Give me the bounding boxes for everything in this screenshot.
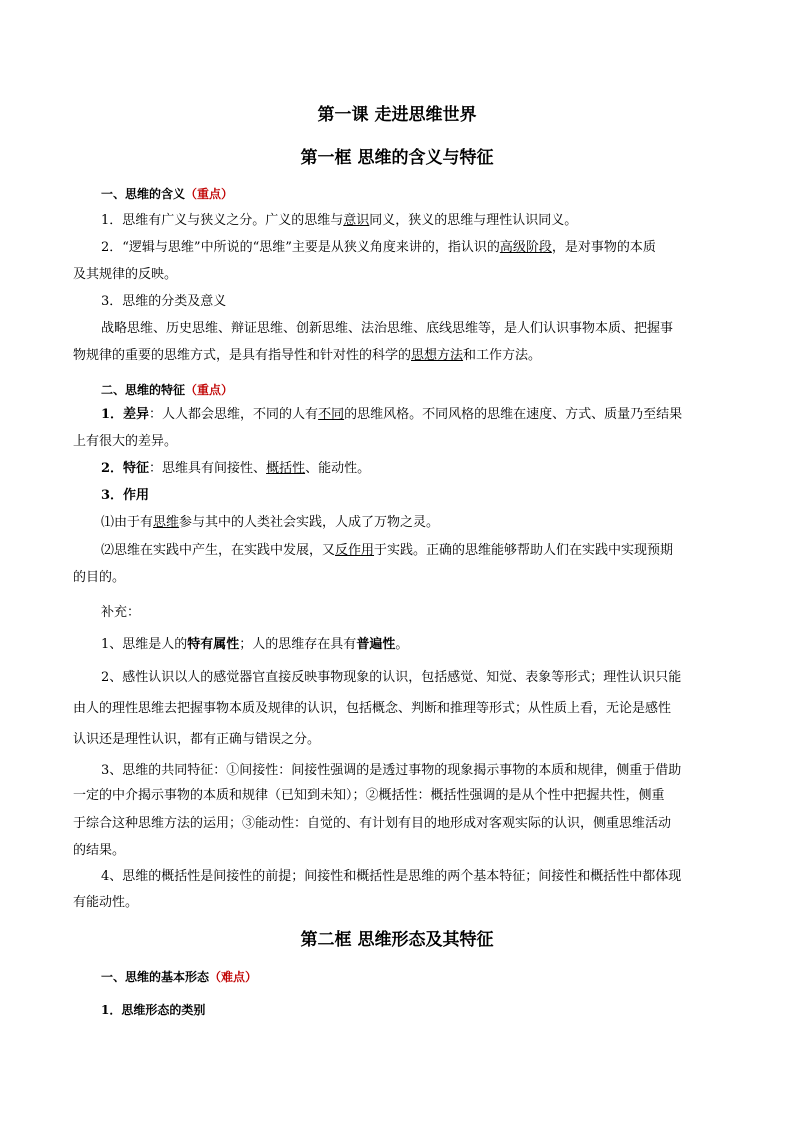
s1-p4-text-c: 和工作方法。: [463, 348, 542, 363]
s1-p4-underlined: 思想方法: [411, 348, 464, 363]
s2-features: [101, 460, 370, 478]
s2-difference-text-b: 的思维风格。不同风格的思维在速度、方式、质量乃至结果: [344, 407, 683, 422]
s1-paragraph-3: 3．思维的分类及意义: [101, 294, 227, 309]
s1-paragraph-4-line2: [73, 347, 541, 365]
s1-paragraph-4: 战略思维、历史思维、辩证思维、创新思维、法治思维、底线思维等，是人们认识事物本质、把握事: [101, 321, 674, 336]
s2-role-2-continued: 的目的。: [73, 570, 126, 585]
s2-features-underlined: 概括性: [266, 461, 306, 476]
s1-p1-text-b: 同义，狭义的思维与理性认识同义。: [369, 213, 578, 228]
s2-features-text-b: 、能动性。: [305, 461, 371, 476]
frame2-title: 第二框 思维形态及其特征: [300, 930, 494, 950]
s2-difference-underlined: 不同: [318, 407, 345, 422]
section3-heading-text: 一、思维的基本形态: [101, 970, 210, 984]
section3-tag: （难点）: [209, 970, 258, 984]
s1-p4-text-b: 物规律的重要的思维方式，是具有指导性和针对性的科学的: [73, 348, 412, 363]
supp-n1-e: 。: [395, 637, 409, 652]
supplement-note-2-line3: 认识还是理性认识，都有正确与错误之分。: [73, 732, 321, 747]
supplement-note-2-line2: 由人的理性思维去把握事物本质及规律的认识，包括概念、判断和推理等形式；从性质上看，无论是感性: [73, 701, 672, 716]
s2-role2-underlined: 反作用: [335, 543, 375, 558]
s2-role2-text-b: 于实践。正确的思维能够帮助人们在实践中实现预期: [374, 543, 674, 558]
section2-heading: [101, 381, 233, 399]
s1-p2-underlined: 高级阶段: [499, 240, 552, 255]
s2-difference-continued: 上有很大的差异。: [73, 434, 178, 449]
supp-n1-c: ；人的思维存在具有: [239, 637, 357, 652]
frame1-title: 第一框 思维的含义与特征: [300, 148, 494, 168]
s2-difference: [101, 406, 682, 424]
supplement-note-3-line2: 一定的中介揭示事物的本质和规律（已知到未知）；②概括性：概括性强调的是从个性中把握共性，侧重: [73, 788, 665, 803]
supplement-note-4-line1: 4、思维的概括性是间接性的前提；间接性和概括性是思维的两个基本特征；间接性和概括性中都体现: [101, 869, 682, 884]
s1-p2-continued: 及其规律的反映。: [73, 267, 178, 282]
section1-tag: （重点）: [185, 187, 234, 201]
section2-heading-text: 二、思维的特征: [101, 383, 186, 397]
supp-n1-bold2: 普遍性: [356, 637, 396, 652]
supplement-note-3-line1: 3、思维的共同特征：①间接性：间接性强调的是透过事物的现象揭示事物的本质和规律，侧重于借助: [101, 763, 682, 778]
supp-n1-bold1: 特有属性: [187, 637, 240, 652]
s2-role1-text-a: ⑴由于有: [101, 515, 154, 530]
supplement-note-4-line2: 有能动性。: [73, 895, 139, 910]
lesson-title: 第一课 走进思维世界: [317, 105, 477, 125]
s2-difference-text-a: ：人人都会思维，不同的人有: [149, 407, 319, 422]
s2-features-label: 2．特征: [101, 461, 150, 476]
section2-tag: （重点）: [185, 383, 234, 397]
s1-p2-text-a: 2．“逻辑与思维”中所说的“思维”主要是从狭义角度来讲的，指认识的: [101, 240, 500, 255]
section3-subheading: 1．思维形态的类别: [101, 1003, 206, 1017]
supplement-note-3-line3: 于综合这种思维方法的运用；③能动性：自觉的、有计划有目的地形成对客观实际的认识，侧重思维活动: [73, 816, 672, 831]
s1-p1-text-a: 1．思维有广义与狭义之分。广义的思维与: [101, 213, 344, 228]
supplement-note-3-line4: 的结果。: [73, 843, 126, 858]
s2-role-2: [101, 542, 673, 560]
s1-p2-text-b: ，是对事物的本质: [551, 240, 656, 255]
s2-role2-text-a: ⑵思维在实践中产生，在实践中发展，又: [101, 543, 336, 558]
section1-heading: [101, 185, 233, 203]
supplement-note-2-line1: 2、感性认识以人的感觉器官直接反映事物现象的认识，包括感觉、知觉、表象等形式；理性认识只能: [101, 670, 682, 685]
s2-role-label: 3．作用: [101, 488, 150, 503]
supplement-note-1: [101, 636, 408, 654]
s2-role1-underlined: 思维: [153, 515, 180, 530]
s2-difference-label: 1．差异: [101, 407, 150, 422]
s1-p1-underlined: 意识: [343, 213, 370, 228]
section3-heading: [101, 968, 257, 986]
s2-features-text-a: ：思维具有间接性、: [149, 461, 267, 476]
supp-n1-a: 1、思维是人的: [101, 637, 188, 652]
section1-heading-text: 一、思维的含义: [101, 187, 186, 201]
s2-role-1: [101, 514, 439, 532]
s1-paragraph-1: [101, 212, 577, 230]
s1-paragraph-2: [101, 239, 656, 257]
supplement-label: 补充：: [101, 605, 141, 620]
s2-role1-text-b: 参与其中的人类社会实践，人成了万物之灵。: [179, 515, 440, 530]
